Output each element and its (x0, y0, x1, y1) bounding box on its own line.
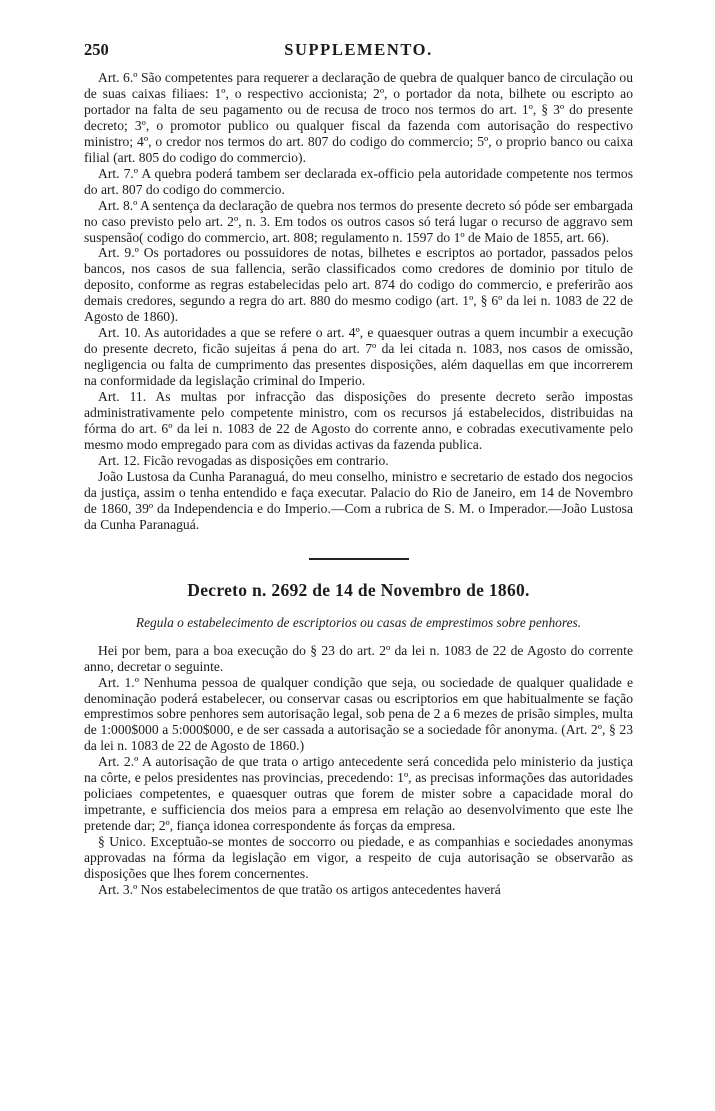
decree-article-1: Art. 1.º Nenhuma pessoa de qualquer condição que seja, ou sociedade de qualquer qualidade e denominação poderá estabelecer, ou conservar casas ou escriptorios em que habitualmente se fação emprestimos sobre penhores sem autorisação legal, sob pena de 2 a 6 mezes de prisão simples, multa de 1:000$000 a 5:000$000, e de ser cassada a autorisação se a sociedade fôr anonyma. (Art. 2º, § 23 da lei n. 1083 de 22 de Agosto de 1860.) (84, 674, 633, 754)
page-number: 250 (84, 40, 109, 59)
article-8: Art. 8.º A sentença da declaração de quebra nos termos do presente decreto só póde ser embargada no caso previsto pelo art. 2º, n. 3. Em todos os outros casos só terá lugar o recurso de aggravo sem suspensão( codigo do commercio, art. 808; regulamento n. 1597 do 1º de Maio de 1855, art. 66). (84, 197, 633, 245)
decree-preamble: Hei por bem, para a boa execução do § 23 do art. 2º da lei n. 1083 de 22 de Agosto do corrente anno, decretar o seguinte. (84, 642, 633, 674)
running-title: SUPPLEMENTO. (284, 40, 433, 59)
decree-article-2: Art. 2.º A autorisação de que trata o artigo antecedente será concedida pelo ministerio da justiça na côrte, e pelos presidentes nas provincias, precedendo: 1º, as precisas informações das autoridades policiaes competentes, e quaesquer outras que forem de mister sobre a capacidade moral do impetrante, e sufficiencia dos meios para a empresa em relação ao desenvolvimento que este lhe pretende dar; 2º, fiança idonea correspondente ás forças da empresa. (84, 754, 633, 834)
article-9: Art. 9.º Os portadores ou possuidores de notas, bilhetes e escriptos ao portador, passados pelos bancos, nos casos de sua fallencia, serão classificados como credores de dominio por titulo de deposito, conforme as regras estabelecidas pelo art. 874 do codigo do commercio, e preferirão aos demais credores, segundo a regra do art. 880 do mesmo codigo (art. 1º, § 6º da lei n. 1083 de 22 de Agosto de 1860). (84, 245, 633, 325)
decree-article-3: Art. 3.º Nos estabelecimentos de que tratão os artigos antecedentes haverá (98, 881, 501, 897)
page-header (84, 40, 633, 64)
article-6: Art. 6.º São competentes para requerer a declaração de quebra de qualquer banco de circulação ou de suas caixas filiaes: 1º, o respectivo accionista; 2º, o portador da nota, bilhete ou escripto ao portador na falta de seu pagamento ou de recusa de troco nos termos do art. 1º, § 3º do presente decreto; 3º, o promotor publico ou qualquer fiscal da fazenda com autorisação do respectivo ministro; 4º, o credor nos termos do art. 807 do codigo do commercio; 5º, o proprio banco ou caixa filial (art. 805 do codigo do commercio). (84, 70, 633, 165)
article-11: Art. 11. As multas por infracção das disposições do presente decreto serão impostas administrativamente pelo competente ministro, com os recursos já estabelecidos, distribuidas na fórma do art. 6º da lei n. 1083 de 22 de Agosto do corrente anno, e cobradas executivamente pelo mesmo modo empregado para com as dividas activas da fazenda publica. (84, 389, 633, 452)
article-12: Art. 12. Ficão revogadas as disposições em contrario. (98, 452, 389, 468)
closing-formula: João Lustosa da Cunha Paranaguá, do meu conselho, ministro e secretario de estado dos negocios da justiça, assim o tenha entendido e faça executar. Palacio do Rio de Janeiro, em 14 de Novembro de 1860, 39º da Independencia e do Imperio.—Com a rubrica de S. M. o Imperador.—João Lustosa da Cunha Paranaguá. (84, 468, 633, 532)
article-10: Art. 10. As autoridades a que se refere o art. 4º, e quaesquer outras a quem incumbir a execução do presente decreto, ficão sujeitas á pena do art. 7º da lei citada n. 1083, nos casos de omissão, negligencia ou falta de cumprimento das presentes disposições, além daquellas em que incorrerem na conformidade da legislação criminal do Imperio. (84, 325, 633, 389)
decree-paragraph-unico: § Unico. Exceptuão-se montes de soccorro ou piedade, e as companhias e sociedades anonymas approvadas na fórma da legislação em vigor, a respeito de cuja autorisação se observarão as disposições que lhes forem concernentes. (84, 834, 633, 881)
section-divider (309, 558, 409, 560)
decree-title: Decreto n. 2692 de 14 de Novembro de 1860. (187, 579, 530, 600)
decree-summary: Regula o estabelecimento de escriptorios ou casas de emprestimos sobre penhores. (135, 614, 582, 630)
article-7: Art. 7.º A quebra poderá tambem ser declarada ex-officio pela autoridade competente nos termos do art. 807 do codigo do commercio. (84, 165, 633, 197)
